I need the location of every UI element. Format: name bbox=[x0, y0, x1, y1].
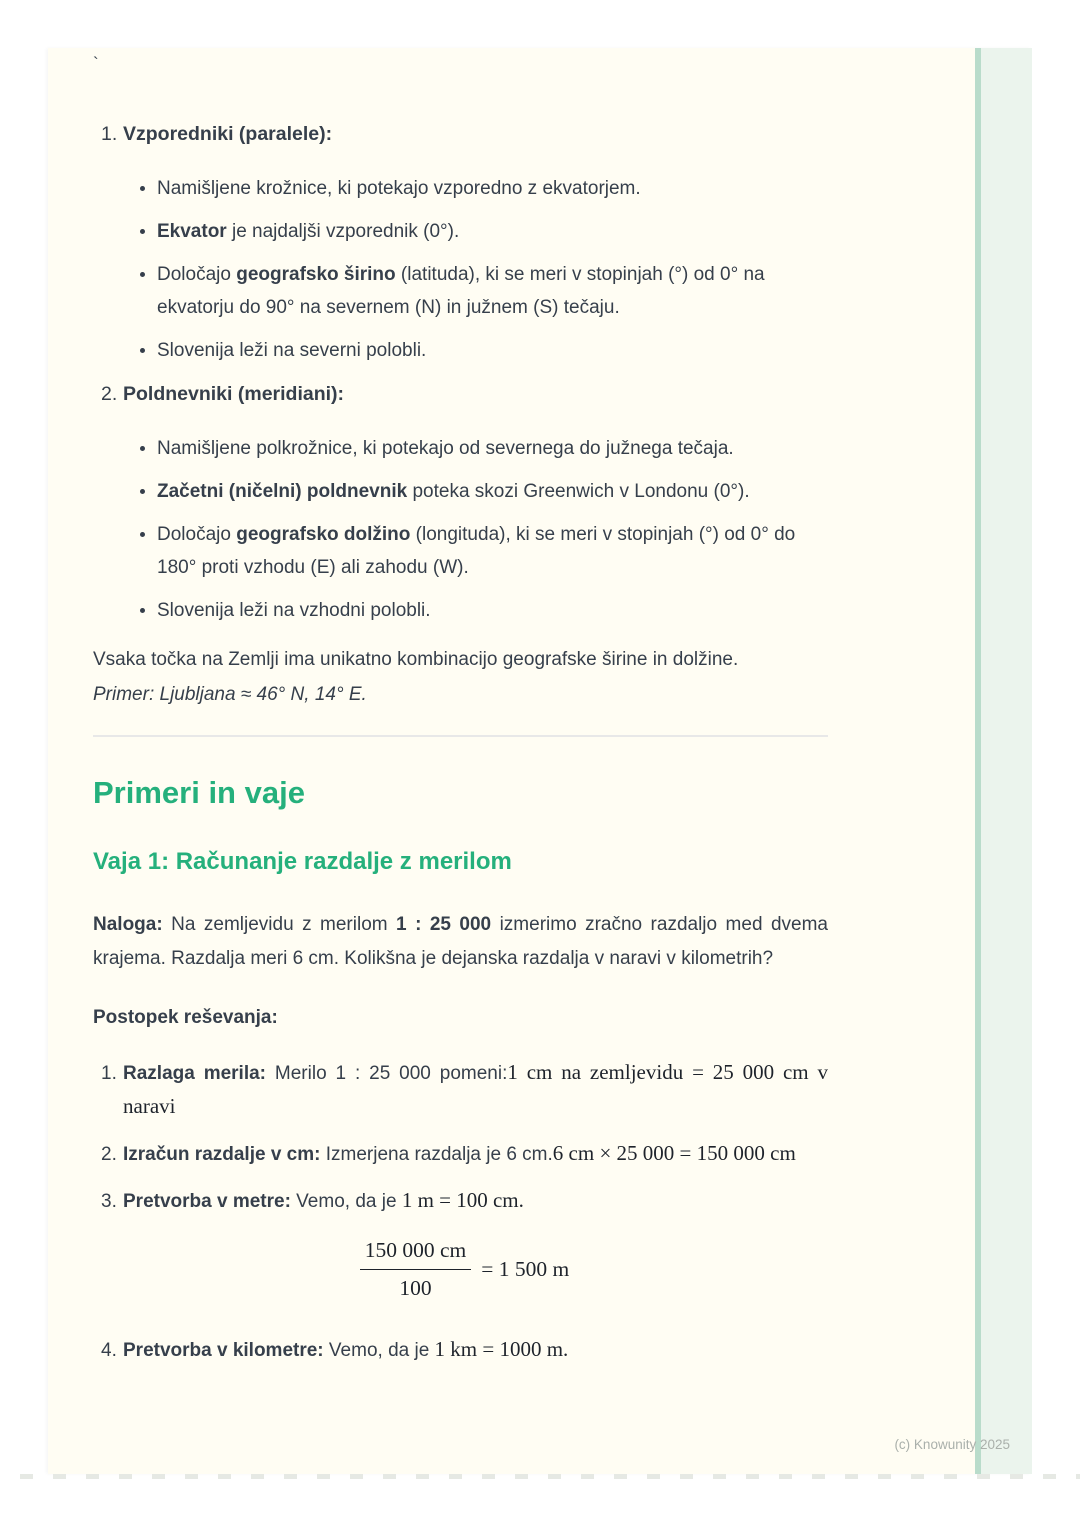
task-text: Na zemljevidu z merilom bbox=[162, 914, 397, 935]
section-divider bbox=[93, 735, 828, 737]
bullet-text: Namišljene krožnice, ki potekajo vzporedno z ekvatorjem. bbox=[157, 178, 641, 199]
bullet-text: Slovenija leži na severni polobli. bbox=[157, 340, 427, 361]
step-math-expression: 6 cm × 25 000 = 150 000 cm bbox=[552, 1141, 796, 1165]
copyright-watermark: (c) Knowunity 2025 bbox=[894, 1437, 1010, 1452]
list-item bbox=[157, 475, 828, 508]
section-parallels bbox=[93, 118, 828, 367]
procedure-step bbox=[101, 1137, 828, 1171]
bullet-text: Določajo bbox=[157, 524, 237, 545]
step-number: 2. bbox=[101, 1144, 117, 1165]
section-title: Vzporedniki (paralele): bbox=[123, 123, 333, 145]
section-number: 2. bbox=[101, 383, 118, 405]
step-number: 1. bbox=[101, 1063, 117, 1084]
fraction-result: = 1 500 m bbox=[481, 1257, 570, 1281]
bullet-text: Določajo bbox=[157, 264, 237, 285]
step-text: Merilo 1 : 25 000 pomeni: bbox=[266, 1063, 508, 1084]
list-item bbox=[157, 258, 828, 324]
outline-section bbox=[93, 118, 828, 711]
section-title: Poldnevniki (meridiani): bbox=[123, 383, 345, 405]
summary-paragraph: Vsaka točka na Zemlji ima unikatno kombinacijo geografske širine in dolžine. bbox=[93, 649, 739, 670]
bullet-text: Namišljene polkrožnice, ki potekajo od severnega do južnega tečaja. bbox=[157, 438, 734, 459]
task-scale-value: 1 : 25 000 bbox=[396, 914, 492, 935]
step-text: Vemo, da je bbox=[290, 1191, 402, 1212]
bullet-text: je najdaljši vzporednik (0°). bbox=[226, 221, 460, 242]
page-content bbox=[93, 48, 828, 1380]
list-item bbox=[157, 172, 828, 205]
task-label: Naloga: bbox=[93, 914, 163, 935]
list-item bbox=[157, 215, 828, 248]
step-number: 3. bbox=[101, 1191, 117, 1212]
step-label: Izračun razdalje v cm: bbox=[123, 1144, 321, 1165]
bullet-list bbox=[93, 432, 828, 627]
task-text: izmerimo zračno razdaljo med dvema krajema. Razdalja meri 6 cm. Kolikšna je dejanska razdalja v naravi v kilometrih? bbox=[93, 914, 828, 969]
procedure-heading: Postopek reševanja: bbox=[93, 1007, 278, 1028]
bullet-bold-text: geografsko širino bbox=[236, 264, 396, 285]
list-item bbox=[157, 594, 828, 627]
section-meridians bbox=[93, 378, 828, 627]
step-text: Vemo, da je bbox=[323, 1340, 435, 1361]
section-number: 1. bbox=[101, 123, 118, 145]
document-page bbox=[48, 48, 1032, 1474]
bullet-list bbox=[93, 172, 828, 367]
section-heading bbox=[93, 378, 828, 411]
procedure-step bbox=[101, 1056, 828, 1124]
procedure-step bbox=[101, 1184, 828, 1218]
procedure-step bbox=[101, 1333, 828, 1367]
step-math-expression: 1 km = 1000 m. bbox=[434, 1337, 569, 1361]
step-math-expression: 1 m = 100 cm. bbox=[401, 1188, 524, 1212]
fraction-numerator: 150 000 cm bbox=[360, 1238, 472, 1270]
page-accent-stripe bbox=[975, 48, 1032, 1474]
example-line: Primer: Ljubljana ≈ 46° N, 14° E. bbox=[93, 684, 367, 705]
fraction-formula bbox=[101, 1238, 828, 1301]
bullet-text: Slovenija leži na vzhodni polobli. bbox=[157, 600, 431, 621]
step-math-expression: 1 cm na zemljevidu = 25 000 cm v naravi bbox=[123, 1060, 829, 1118]
bullet-text: poteka skozi Greenwich v Londonu (0°). bbox=[407, 481, 750, 502]
list-item bbox=[157, 432, 828, 465]
task-paragraph bbox=[93, 908, 828, 976]
step-label: Razlaga merila: bbox=[123, 1063, 267, 1084]
procedure-steps bbox=[93, 1056, 828, 1367]
page-cut-line bbox=[20, 1474, 1080, 1479]
list-item bbox=[157, 518, 828, 584]
list-item bbox=[157, 334, 828, 367]
bullet-text: (longituda), ki se meri v stopinjah (°) od 0° do 180° proti vzhodu (E) ali zahodu (W). bbox=[157, 524, 796, 578]
step-label: Pretvorba v metre: bbox=[123, 1191, 291, 1212]
step-label: Pretvorba v kilometre: bbox=[123, 1340, 324, 1361]
bullet-bold-text: Ekvator bbox=[157, 221, 227, 242]
step-text: Izmerjena razdalja je 6 cm. bbox=[320, 1144, 553, 1165]
fraction bbox=[360, 1238, 472, 1301]
section-heading bbox=[93, 118, 828, 151]
page-title: Primeri in vaje bbox=[93, 775, 305, 810]
bullet-bold-text: Začetni (ničelni) poldnevnik bbox=[157, 481, 408, 502]
exercise-subtitle: Vaja 1: Računanje razdalje z merilom bbox=[93, 848, 512, 875]
stray-backtick-char: ` bbox=[93, 54, 99, 73]
bullet-text: (latituda), ki se meri v stopinjah (°) od 0° na ekvatorju do 90° na severnem (N) in južnem (S) tečaju. bbox=[157, 264, 765, 318]
fraction-denominator: 100 bbox=[399, 1276, 432, 1300]
bullet-bold-text: geografsko dolžino bbox=[236, 524, 411, 545]
step-number: 4. bbox=[101, 1340, 117, 1361]
